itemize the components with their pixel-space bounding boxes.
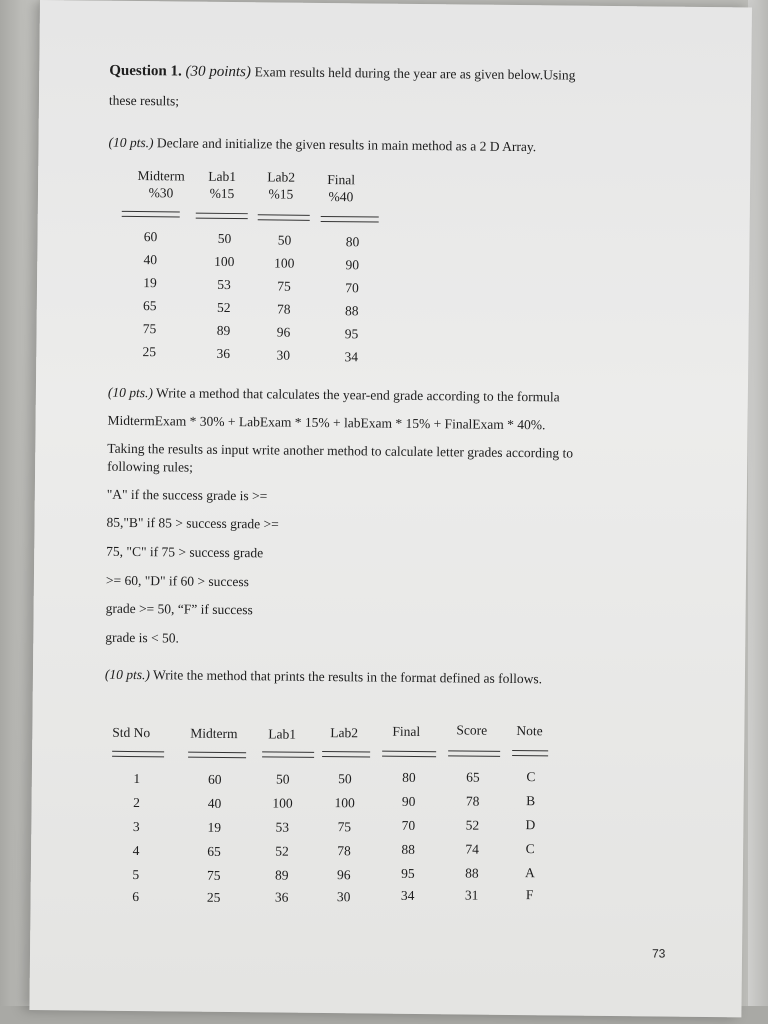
table2-cell: 88 xyxy=(465,865,479,881)
part1-instruction xyxy=(108,135,536,155)
table1-cell: 36 xyxy=(216,345,231,362)
table2-cell: 52 xyxy=(465,817,480,833)
exam-page xyxy=(29,0,752,1017)
table2-header-lab1: Lab1 xyxy=(268,726,297,742)
table2-cell: 31 xyxy=(464,887,479,903)
table1-cell: 65 xyxy=(142,298,157,314)
question-intro-line1: Exam results held during the year are as given below.Using xyxy=(254,64,576,83)
table1-cell: 34 xyxy=(344,349,359,365)
table2-cell: 3 xyxy=(132,819,140,835)
part1-points: (10 pts.) xyxy=(108,134,154,151)
part2-formula: MidtermExam * 30% + LabExam * 15% + labExam * 15% + FinalExam * 40%. xyxy=(107,412,546,433)
part3-text: Write the method that prints the results in the format defined as follows. xyxy=(153,667,543,687)
table1-cell: 90 xyxy=(345,257,360,273)
table1-header-final: Final %40 xyxy=(327,172,356,205)
table1-cell: 96 xyxy=(276,324,291,340)
grade-rule-line: 75, "C" if 75 > success grade xyxy=(106,543,264,561)
table2-cell: 89 xyxy=(275,867,289,883)
table2-cell: 78 xyxy=(465,793,480,809)
table1-cell: 53 xyxy=(217,276,231,293)
table1-cell: 70 xyxy=(345,280,359,296)
table1-cell: 52 xyxy=(216,299,231,316)
table2-cell: 96 xyxy=(337,867,351,883)
table1-cell: 40 xyxy=(143,252,158,268)
question-intro-line2: these results; xyxy=(108,92,180,109)
table1-header-midterm: Midterm %30 xyxy=(137,168,185,201)
table1-cell: 25 xyxy=(142,344,157,360)
table1-rule xyxy=(196,213,248,220)
table1-header-lab2: Lab2 %15 xyxy=(267,169,296,202)
table1-cell: 88 xyxy=(344,303,359,319)
table2-rule xyxy=(322,751,370,758)
question-label: Question 1. xyxy=(109,62,182,80)
table2-cell: 34 xyxy=(400,887,415,903)
table1-cell: 30 xyxy=(276,347,291,363)
part1-text: Declare and initialize the given results in main method as a 2 D Array. xyxy=(156,135,537,155)
part3-instruction xyxy=(105,667,542,688)
table2-cell: 88 xyxy=(401,841,415,857)
table2-cell: 65 xyxy=(207,843,221,859)
table2-cell: C xyxy=(526,769,536,785)
table2-cell: 75 xyxy=(207,867,221,883)
table1-rule xyxy=(122,211,180,218)
part2-line1: Write a method that calculates the year-end grade according to the formula xyxy=(155,385,560,405)
table1-header-lab1: Lab1 %15 xyxy=(208,168,237,202)
question-points: (30 points) xyxy=(185,63,252,81)
table2-cell: 53 xyxy=(275,819,290,835)
table2-rule xyxy=(512,750,548,756)
part3-points: (10 pts.) xyxy=(104,666,151,683)
table1-rule xyxy=(321,216,379,223)
grade-rule-line: >= 60, "D" if 60 > success xyxy=(105,572,249,590)
part2-points: (10 pts.) xyxy=(107,384,153,401)
table2-header-midterm: Midterm xyxy=(190,725,238,742)
table2-header-std-no: Std No xyxy=(112,724,151,741)
table1-cell: 100 xyxy=(214,253,235,270)
table1-cell: 75 xyxy=(277,278,291,294)
table2-cell: C xyxy=(525,841,535,857)
table2-cell: 2 xyxy=(133,795,141,811)
table2-cell: B xyxy=(526,793,536,809)
table2-cell: 70 xyxy=(401,817,416,833)
table2-cell: 5 xyxy=(132,867,140,883)
table2-cell: 100 xyxy=(272,795,293,811)
table2-cell: 6 xyxy=(132,889,140,905)
table2-rule xyxy=(448,750,500,757)
grade-rule-line: grade >= 50, “F” if success xyxy=(105,600,253,618)
table2-header-score: Score xyxy=(456,722,488,738)
table2-cell: 75 xyxy=(337,819,352,835)
table2-header-final: Final xyxy=(392,723,421,740)
table2-cell: 40 xyxy=(207,795,222,811)
table2-rule xyxy=(382,751,436,758)
table1-cell: 89 xyxy=(216,322,231,339)
table2-cell: 4 xyxy=(132,843,140,859)
table1-cell: 50 xyxy=(277,232,292,248)
table1-cell: 100 xyxy=(274,255,295,271)
table2-header-lab2: Lab2 xyxy=(330,725,359,741)
table1-cell: 80 xyxy=(345,234,360,250)
table1-cell: 60 xyxy=(143,229,158,245)
table2-cell: 78 xyxy=(337,843,351,859)
table2-cell: 36 xyxy=(274,889,289,905)
part2-line3: Taking the results as input write another method to calculate letter grades according to xyxy=(107,440,574,461)
table2-cell: 65 xyxy=(466,769,480,785)
part2-line4: following rules; xyxy=(107,458,194,475)
table1-cell: 19 xyxy=(143,275,157,291)
table2-cell: 50 xyxy=(338,771,352,787)
table2-cell: D xyxy=(525,817,536,833)
question-title xyxy=(109,63,575,85)
grade-rule-line: grade is < 50. xyxy=(105,629,180,646)
table2-cell: 52 xyxy=(275,843,289,859)
table2-cell: 74 xyxy=(465,841,479,857)
table2-cell: 25 xyxy=(206,889,221,905)
table2-cell: 60 xyxy=(208,771,222,787)
table2-cell: F xyxy=(525,887,534,903)
table2-rule xyxy=(188,752,246,759)
table2-cell: 80 xyxy=(402,769,416,785)
table2-cell: 19 xyxy=(207,819,222,835)
table2-rule xyxy=(112,751,164,758)
table2-header-note: Note xyxy=(516,723,543,739)
table1-cell: 78 xyxy=(276,301,291,317)
table2-cell: 100 xyxy=(334,795,355,811)
grade-rule-line: "A" if the success grade is >= xyxy=(106,486,268,504)
table1-cell: 75 xyxy=(142,321,157,337)
table2-cell: A xyxy=(524,865,535,881)
table1-cell: 95 xyxy=(344,326,359,342)
table2-cell: 50 xyxy=(276,771,290,787)
table2-cell: 30 xyxy=(336,889,351,905)
table2-cell: 95 xyxy=(401,865,415,881)
table2-cell: 90 xyxy=(401,793,416,809)
page-number: 73 xyxy=(651,946,666,961)
grade-rule-line: 85,"B" if 85 > success grade >= xyxy=(106,514,279,532)
table2-rule xyxy=(262,751,314,758)
table1-cell: 50 xyxy=(217,230,232,247)
table2-cell: 1 xyxy=(133,771,141,787)
right-page-edge xyxy=(748,0,768,1024)
table1-rule xyxy=(258,214,310,221)
part2-instruction xyxy=(108,385,560,406)
